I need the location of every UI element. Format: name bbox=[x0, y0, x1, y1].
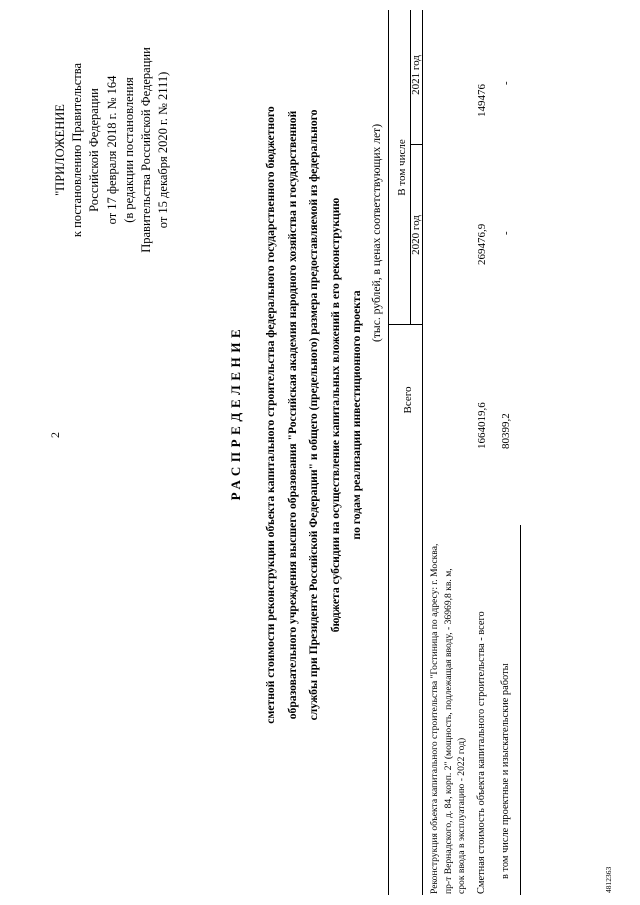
row-total-value: 80399,2 bbox=[500, 413, 512, 449]
object-description-line: Реконструкция объекта капитального строительства "Гостиница по адресу: г. Москва, bbox=[429, 543, 440, 894]
object-description bbox=[428, 544, 469, 894]
subtitle-line: образовательного учреждения высшего образования "Российская академия народного хозяйства и государственной bbox=[285, 110, 299, 720]
table-column-divider bbox=[410, 144, 422, 145]
page-number: 2 bbox=[48, 432, 62, 438]
appendix-line: Российской Федерации bbox=[87, 88, 102, 212]
row-2020-value: 269476,9 bbox=[476, 223, 488, 265]
appendix-line: от 17 февраля 2018 г. № 164 bbox=[104, 75, 119, 225]
row-total-value: 1664019,6 bbox=[476, 402, 488, 449]
object-description-line: срок ввода в эксплуатацию - 2022 год) bbox=[456, 737, 467, 894]
subtitle-line: по годам реализации инвестиционного проекта bbox=[350, 290, 363, 540]
row-2021-value: - bbox=[500, 81, 512, 85]
header-year-2020: 2020 год bbox=[410, 215, 422, 255]
header-including: В том числе bbox=[396, 139, 408, 196]
units-note: (тыс. рублей, в ценах соответствующих лет) bbox=[370, 123, 383, 342]
document-title: РАСПРЕДЕЛЕНИЕ bbox=[228, 324, 243, 501]
appendix-line: "ПРИЛОЖЕНИЕ bbox=[53, 104, 67, 196]
subtitle-line: бюджета субсидии на осуществление капитальных вложений в его реконструкцию bbox=[328, 197, 342, 633]
row-label: Сметная стоимость объекта капитального строительства - всего bbox=[476, 611, 487, 894]
table-header-bottom-border bbox=[422, 10, 423, 895]
appendix-line: Правительства Российской Федерации bbox=[139, 47, 154, 253]
header-year-2021: 2021 год bbox=[410, 55, 422, 95]
subtitle-line: сметной стоимости реконструкции объекта капитального строительства федерального государственного бюджетного bbox=[264, 106, 277, 724]
appendix-line: от 15 декабря 2020 г. № 2111) bbox=[156, 71, 171, 229]
table-bottom-border bbox=[520, 525, 521, 895]
row-2020-value: - bbox=[500, 231, 512, 235]
table-top-border bbox=[388, 10, 389, 895]
row-2021-value: 149476 bbox=[476, 84, 488, 117]
document-code: 4812363 bbox=[604, 866, 613, 893]
object-description-line: пр-т Вернадского, д. 84, корп. 2" (мощность, подлежащая вводу, - 36969,8 кв. м, bbox=[442, 568, 454, 894]
subtitle-line: службы при Президенте Российской Федерации" и общего (предельного) размера предоставляемой из федерального bbox=[307, 109, 320, 721]
document-subtitle bbox=[260, 105, 368, 725]
row-label: в том числе проектные и изыскательские работы bbox=[500, 663, 511, 879]
appendix-block bbox=[52, 35, 172, 265]
appendix-line: (в редакции постановления bbox=[121, 77, 136, 223]
header-total: Всего bbox=[402, 386, 414, 414]
appendix-line: к постановлению Правительства bbox=[70, 62, 85, 238]
